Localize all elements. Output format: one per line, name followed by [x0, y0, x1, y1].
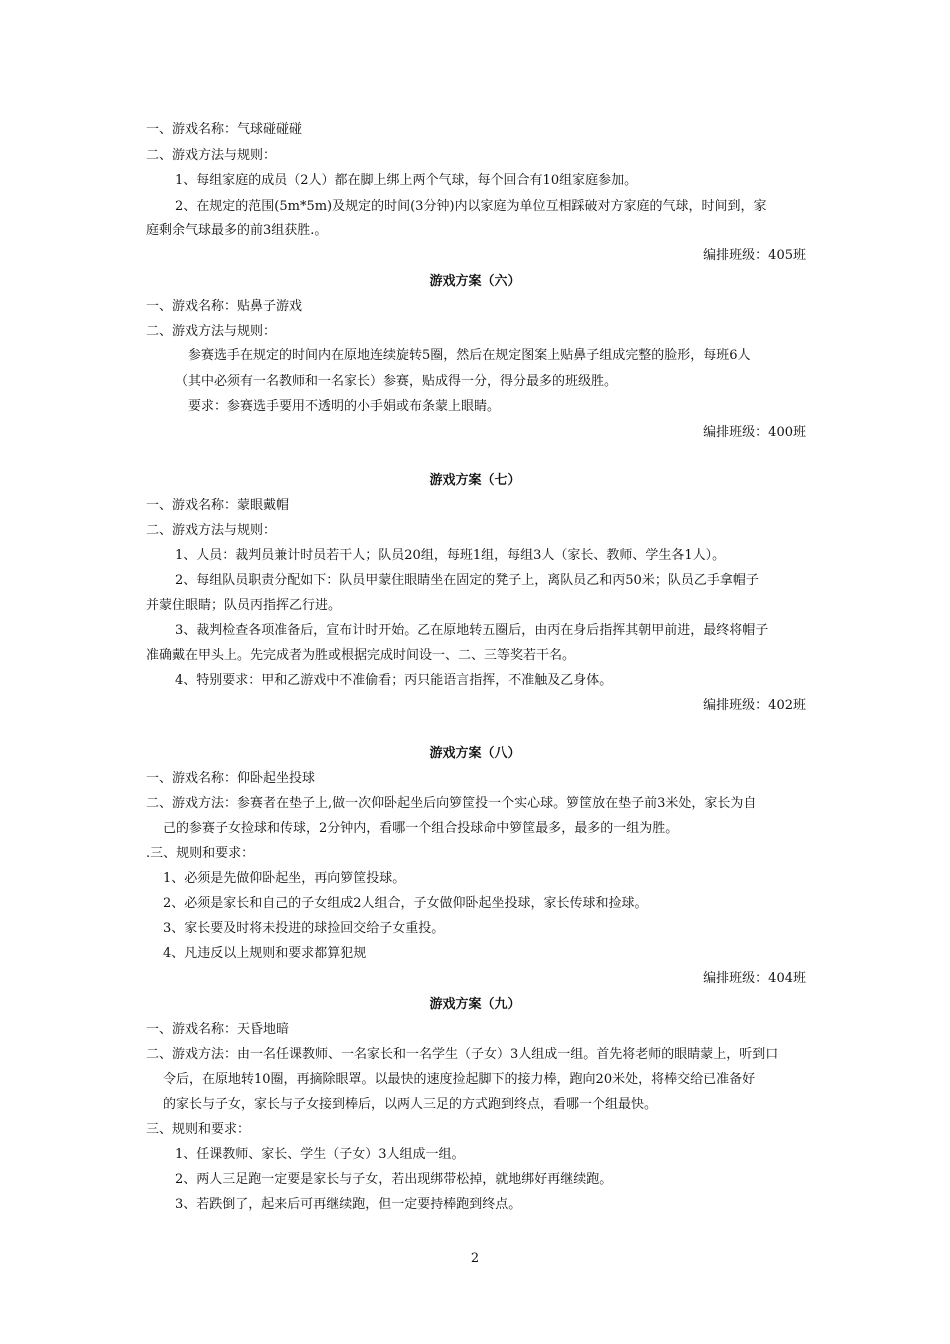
game7-class: 编排班级：402班 [703, 698, 806, 713]
game7-rule-1: 1、人员：裁判员兼计时员若干人；队员20组，每班1组，每组3人（家长、教师、学生各1人）。 [175, 548, 726, 563]
game9-rule-1: 1、任课教师、家长、学生（子女）3人组成一组。 [175, 1147, 465, 1162]
game6-requirement: 要求：参赛选手要用不透明的小手娟或布条蒙上眼睛。 [188, 399, 501, 414]
game8-rule-2: 2、必须是家长和自己的子女组成2人组合，子女做仰卧起坐投球，家长传球和捡球。 [163, 896, 648, 911]
game8-rules-heading: .三、规则和要求： [146, 846, 255, 861]
game7-rule-3b: 准确戴在甲头上。先完成者为胜或根据完成时间设一、二、三等奖若干名。 [146, 648, 576, 663]
game5-class: 编排班级：405班 [703, 248, 806, 263]
game8-name: 一、游戏名称：仰卧起坐投球 [146, 771, 316, 786]
game6-rule-1a: 参赛选手在规定的时间内在原地连续旋转5圈，然后在规定图案上贴鼻子组成完整的脸形，每班6人 [188, 348, 751, 363]
game7-method-heading: 二、游戏方法与规则： [146, 523, 277, 538]
game9-method-a: 二、游戏方法：由一名任课教师、一名家长和一名学生（子女）3人组成一组。首先将老师的眼睛蒙上，听到口 [146, 1047, 779, 1062]
game7-name: 一、游戏名称：蒙眼戴帽 [146, 498, 290, 513]
game8-method-b: 己的参赛子女捡球和传球，2分钟内，看哪一个组合投球命中箩筐最多，最多的一组为胜。 [163, 821, 679, 836]
game6-title: 游戏方案（六） [429, 274, 521, 289]
game9-rule-2: 2、两人三足跑一定要是家长与子女，若出现绑带松掉，就地绑好再继续跑。 [175, 1172, 613, 1187]
game7-rule-3a: 3、裁判检查各项准备后，宣布计时开始。乙在原地转五圈后，由丙在身后指挥其朝甲前进，最终将帽子 [175, 623, 769, 638]
game7-rule-2b: 并蒙住眼睛；队员丙指挥乙行进。 [146, 598, 342, 613]
game5-rule-1: 1、每组家庭的成员（2人）都在脚上绑上两个气球，每个回合有10组家庭参加。 [175, 173, 638, 188]
game5-rule-2b: 庭剩余气球最多的前3组获胜.。 [146, 223, 328, 238]
page-number: 2 [470, 1251, 480, 1266]
game7-title: 游戏方案（七） [429, 473, 521, 488]
game6-class: 编排班级：400班 [703, 425, 806, 440]
game9-rules-heading: 三、规则和要求： [146, 1122, 251, 1137]
game5-name: 一、游戏名称：气球碰碰碰 [146, 122, 303, 137]
game6-name: 一、游戏名称：贴鼻子游戏 [146, 299, 303, 314]
game5-method-heading: 二、游戏方法与规则： [146, 148, 277, 163]
game8-rule-4: 4、凡违反以上规则和要求都算犯规 [163, 946, 367, 961]
game8-class: 编排班级：404班 [703, 971, 806, 986]
game5-rule-2a: 2、在规定的范围(5m*5m)及规定的时间(3分钟)内以家庭为单位互相踩破对方家庭的气球，时间到，家 [175, 199, 767, 214]
game9-method-b: 令后，在原地转10圈，再摘除眼罩。以最快的速度捡起脚下的接力棒，跑向20米处，将棒交给已准备好 [163, 1072, 756, 1087]
game9-title: 游戏方案（九） [429, 997, 521, 1012]
game6-rule-1b: （其中必须有一名教师和一名家长）参赛，贴成得一分，得分最多的班级胜。 [175, 374, 618, 389]
game8-method-a: 二、游戏方法：参赛者在垫子上,做一次仰卧起坐后向箩筐投一个实心球。箩筐放在垫子前3米处，家长为自 [146, 796, 757, 811]
game6-method-heading: 二、游戏方法与规则： [146, 324, 277, 339]
game8-rule-3: 3、家长要及时将未投进的球捡回交给子女重投。 [163, 921, 445, 936]
game9-rule-3: 3、若跌倒了，起来后可再继续跑，但一定要持棒跑到终点。 [175, 1197, 522, 1212]
game9-name: 一、游戏名称：天昏地暗 [146, 1022, 290, 1037]
game7-rule-2a: 2、每组队员职责分配如下：队员甲蒙住眼睛坐在固定的凳子上，离队员乙和丙50米；队员乙手拿帽子 [175, 573, 759, 588]
game8-rule-1: 1、必须是先做仰卧起坐，再向箩筐投球。 [163, 871, 406, 886]
game8-title: 游戏方案（八） [429, 746, 521, 761]
game9-method-c: 的家长与子女，家长与子女接到棒后，以两人三足的方式跑到终点，看哪一个组最快。 [163, 1097, 658, 1112]
game7-rule-4: 4、特别要求：甲和乙游戏中不准偷看；丙只能语言指挥，不准触及乙身体。 [175, 673, 613, 688]
